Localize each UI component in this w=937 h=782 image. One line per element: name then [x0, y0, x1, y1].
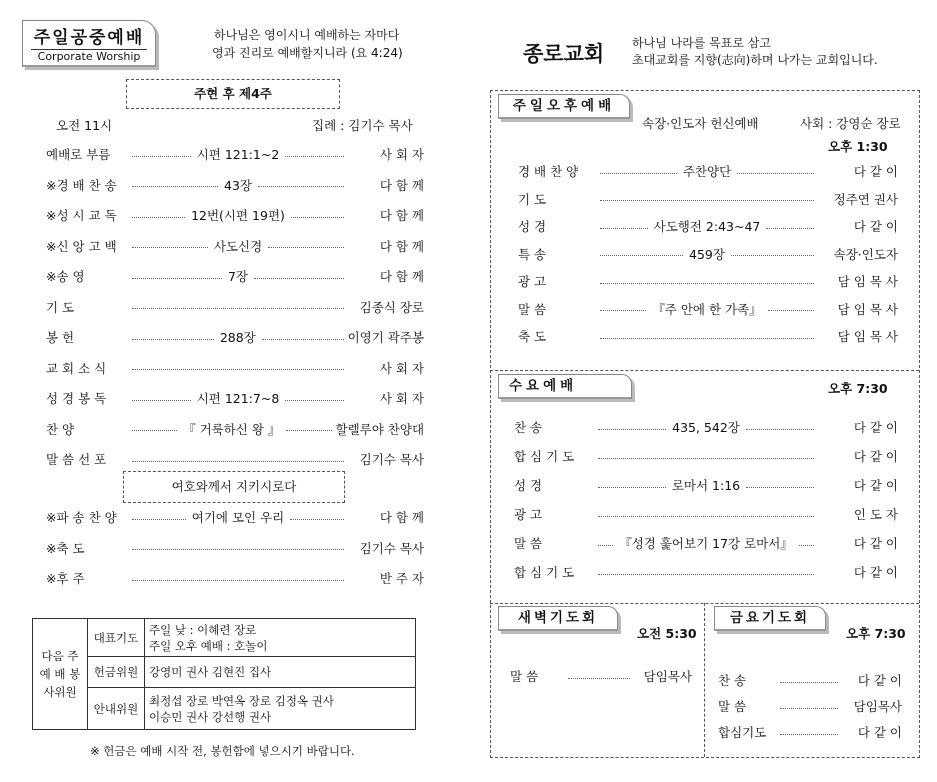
worship-title-tab	[22, 20, 156, 67]
wednesday-tab: 수요예배	[498, 374, 632, 399]
order-label: ※성 시 교 독	[46, 208, 117, 223]
dot-leader	[132, 278, 222, 279]
dot-leader	[132, 461, 344, 462]
order-item	[514, 417, 898, 437]
order-detail: 사도행전 2:43~47	[653, 219, 761, 234]
order-person: 다 함 께	[379, 208, 424, 223]
worship-title-en: Corporate Worship	[31, 49, 147, 63]
order-person: 김기수 목사	[359, 452, 424, 467]
servant-names: 최정섭 장로 박연옥 장로 김정옥 권사 이승민 권사 강선행 권사	[145, 688, 416, 730]
order-item	[46, 358, 424, 378]
servants-group-label: 다음 주 예 배 봉사위원	[33, 619, 88, 730]
dot-leader	[746, 487, 814, 488]
dot-leader	[290, 519, 344, 520]
dot-leader	[132, 339, 214, 340]
order-person: 김종식 장로	[359, 299, 424, 315]
dot-leader	[600, 310, 646, 311]
dot-leader	[598, 487, 666, 488]
order-detail: 7장	[227, 269, 249, 284]
dot-leader	[568, 678, 630, 679]
order-detail: 『주 안에 한 가족』	[652, 301, 762, 317]
dot-leader	[254, 278, 344, 279]
dawn-tab: 새벽기도회	[498, 606, 618, 631]
church-name: 종로교회	[523, 41, 605, 66]
order-item	[518, 189, 898, 209]
order-label: ※파 송 찬 양	[46, 510, 117, 525]
morning-time: 오전 11시	[56, 118, 113, 133]
order-person: 다 같 이	[857, 725, 902, 740]
dot-leader	[799, 545, 814, 546]
servant-role: 안내위원	[88, 688, 145, 730]
order-item	[46, 175, 424, 195]
order-detail: 여기에 모인 우리	[191, 510, 285, 525]
order-person: 다 함 께	[379, 177, 425, 193]
order-item	[46, 507, 424, 527]
order-detail: 435, 542장	[672, 420, 740, 435]
order-label: 봉 헌	[46, 330, 75, 345]
order-item	[46, 449, 424, 469]
dot-leader	[600, 173, 677, 174]
order-item	[518, 271, 898, 291]
dot-leader	[132, 580, 344, 581]
week-label: 주현 후 제4주	[194, 86, 272, 101]
dot-leader	[286, 430, 331, 431]
order-detail: 사도신경	[213, 238, 263, 254]
dot-leader	[132, 430, 177, 431]
order-person: 사 회 자	[379, 391, 425, 406]
servant-role: 헌금위원	[88, 657, 145, 688]
order-person: 이영기 곽주봉	[347, 330, 424, 345]
order-item	[514, 562, 898, 582]
order-label: 합 심 기 도	[514, 449, 575, 464]
order-label: 합심기도	[718, 725, 767, 740]
divider-wednesday	[490, 370, 919, 371]
order-label: 말 씀	[718, 699, 747, 714]
order-item	[46, 538, 424, 558]
sermon-title: 여호와께서 지키시로다	[171, 479, 297, 494]
order-item	[46, 144, 424, 164]
servant-names: 주일 낮 : 이혜련 장로 주일 오후 예배 : 호놀이	[145, 619, 416, 657]
order-detail: 288장	[219, 330, 256, 345]
order-detail: 43장	[224, 177, 252, 193]
order-item	[46, 236, 424, 256]
order-person: 담임목사	[853, 699, 902, 714]
order-person: 할렐루야 찬양대	[335, 421, 425, 437]
order-person: 김기수 목사	[359, 540, 424, 556]
order-label: 기 도	[518, 191, 547, 207]
order-person: 다 같 이	[853, 219, 899, 234]
order-person: 반 주 자	[379, 571, 424, 586]
dot-leader	[600, 283, 814, 284]
order-detail: 『 거룩하신 왕 』	[183, 421, 281, 437]
order-label: 찬 송	[514, 420, 543, 435]
dot-leader	[598, 516, 814, 517]
order-person: 다 같 이	[853, 536, 899, 551]
order-detail: 『성경 훑어보기 17강 로마서』	[619, 536, 793, 551]
order-item	[518, 161, 898, 181]
order-person: 다 함 께	[379, 269, 424, 284]
order-label: ※경 배 찬 송	[46, 177, 117, 193]
order-label: ※후 주	[46, 571, 85, 586]
order-item	[718, 722, 902, 742]
dot-leader	[737, 173, 814, 174]
dot-leader	[780, 708, 838, 709]
morning-leader: 집례 : 김기수 목사	[312, 118, 413, 133]
order-detail: 시편 121:7~8	[196, 391, 280, 406]
dot-leader	[132, 186, 218, 187]
dot-leader	[132, 217, 185, 218]
order-label: 말 씀	[514, 536, 543, 551]
order-person: 정주연 권사	[833, 191, 898, 207]
order-item	[514, 475, 898, 495]
dot-leader	[598, 574, 814, 575]
offering-note: ※ 헌금은 예배 시작 전, 봉헌함에 넣으시기 바랍니다.	[90, 744, 355, 758]
order-item	[46, 568, 424, 588]
dot-leader	[598, 458, 814, 459]
order-label: ※신 앙 고 백	[46, 238, 117, 254]
dot-leader	[268, 247, 344, 248]
dot-leader	[598, 545, 613, 546]
dot-leader	[746, 429, 814, 430]
dot-leader	[285, 156, 344, 157]
dot-leader	[132, 519, 186, 520]
order-label: 말 씀 선 포	[46, 452, 107, 467]
dot-leader	[132, 156, 191, 157]
order-detail: 주찬양단	[682, 164, 732, 179]
dot-leader	[600, 338, 814, 339]
afternoon-time: 오후 1:30	[828, 139, 888, 154]
servant-names: 강영미 권사 김현진 집사	[145, 657, 416, 688]
dot-leader	[132, 400, 191, 401]
order-item	[518, 216, 898, 236]
order-label: 교 회 소 식	[46, 360, 107, 376]
dot-leader	[258, 186, 344, 187]
dot-leader	[132, 247, 208, 248]
order-person: 다 함 께	[379, 238, 424, 254]
order-item	[46, 419, 424, 439]
dot-leader	[766, 228, 814, 229]
order-person: 사 회 자	[379, 360, 424, 376]
order-label: 축 도	[518, 329, 547, 344]
verse-line2: 영과 진리로 예배할지니라 (요 4:24)	[212, 46, 403, 60]
wednesday-time: 오후 7:30	[828, 381, 888, 396]
dot-leader	[132, 308, 344, 309]
order-label: 합 심 기 도	[514, 565, 575, 580]
order-item	[514, 533, 898, 553]
order-label: 찬 양	[46, 421, 75, 437]
dawn-time: 오전 5:30	[637, 626, 697, 641]
motto-line2: 초대교회를 지향(志向)하며 나가는 교회입니다.	[632, 53, 878, 67]
order-label: 성 경	[518, 219, 547, 234]
divider-vertical	[704, 603, 705, 757]
order-label: 찬 송	[718, 673, 747, 688]
order-label: 광 고	[514, 507, 543, 522]
motto-line1: 하나님 나라를 목표로 삼고	[632, 36, 771, 50]
verse-line1: 하나님은 영이시니 예배하는 자마다	[214, 28, 400, 42]
order-item	[718, 670, 902, 690]
order-person: 다 함 께	[379, 510, 425, 525]
order-person: 다 같 이	[853, 478, 898, 493]
week-box	[126, 79, 340, 109]
order-person: 속장·인도자	[833, 246, 898, 262]
afternoon-tab: 주일오후예배	[498, 94, 630, 119]
order-label: 말 씀	[518, 301, 547, 317]
dot-leader	[132, 549, 344, 550]
afternoon-subtitle: 속장·인도자 헌신예배	[642, 116, 759, 131]
order-label: 성 경	[514, 478, 543, 493]
dot-leader	[731, 255, 814, 256]
dot-leader	[768, 310, 814, 311]
friday-time: 오후 7:30	[846, 626, 906, 641]
order-person: 다 같 이	[853, 449, 898, 464]
order-person: 사 회 자	[379, 147, 425, 162]
order-item	[46, 327, 424, 347]
dot-leader	[600, 200, 814, 201]
order-label: ※축 도	[46, 540, 85, 556]
order-label: ※송 영	[46, 269, 85, 284]
dot-leader	[600, 228, 648, 229]
dot-leader	[291, 217, 344, 218]
afternoon-leader: 사회 : 강영순 장로	[800, 116, 901, 131]
order-item	[718, 696, 902, 716]
order-detail: 12번(시편 19편)	[191, 208, 285, 223]
dot-leader	[285, 400, 344, 401]
order-label: 말 씀	[510, 669, 539, 684]
order-item	[510, 666, 692, 686]
order-item	[46, 388, 424, 408]
order-label: 광 고	[518, 274, 547, 289]
dot-leader	[598, 429, 666, 430]
order-detail: 로마서 1:16	[671, 478, 741, 493]
order-item	[514, 504, 898, 524]
order-detail: 459장	[689, 246, 725, 262]
dot-leader	[262, 339, 344, 340]
order-person: 인 도 자	[853, 507, 898, 522]
order-item	[518, 326, 898, 346]
dot-leader	[132, 369, 344, 370]
servant-role: 대표기도	[88, 619, 145, 657]
dot-leader	[780, 682, 838, 683]
order-item	[46, 297, 424, 317]
order-label: 경 배 찬 양	[518, 164, 579, 179]
order-person: 담 임 목 사	[837, 274, 898, 289]
worship-title-ko: 주일공중예배	[33, 28, 145, 48]
order-person: 다 같 이	[853, 420, 898, 435]
sermon-title-box	[123, 471, 345, 503]
dot-leader	[600, 255, 683, 256]
servants-table	[32, 618, 416, 730]
friday-tab: 금요기도회	[714, 606, 826, 631]
order-item	[514, 446, 898, 466]
order-item	[518, 299, 898, 319]
order-item	[518, 244, 898, 264]
order-person: 다 같 이	[853, 164, 898, 179]
order-label: 예배로 부름	[46, 147, 111, 162]
order-label: 기 도	[46, 299, 75, 315]
order-label: 성 경 봉 독	[46, 391, 107, 406]
order-item	[46, 205, 424, 225]
order-person: 담 임 목 사	[837, 301, 898, 317]
order-person: 담임목사	[643, 669, 692, 684]
order-label: 특 송	[518, 246, 547, 262]
dot-leader	[780, 734, 838, 735]
order-person: 다 같 이	[853, 565, 898, 580]
order-person: 다 같 이	[857, 673, 902, 688]
order-person: 담 임 목 사	[837, 329, 898, 344]
order-detail: 시편 121:1~2	[196, 147, 280, 162]
order-item	[46, 266, 424, 286]
